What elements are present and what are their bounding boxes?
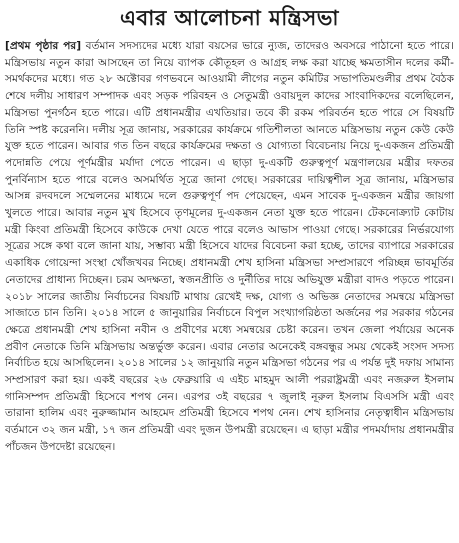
article-paragraph: [5, 38, 454, 456]
article-body-text: বর্তমান সদস্যদের মধ্যে যারা বয়সের ভারে ন্যুজ, তাদেরও অবসরে পাঠানো হতে পারে। মন্ত্রিসভায় নতুন কারা আসছেন তা নিয়ে ব্যাপক কৌতূহল ও আগ্রহ লক্ষ করা যাচ্ছে ক্ষমতাসীন দলের কর্মী-সমর্থকদের মধ্যে। গত ২৮ অক্টোবর গণভবনে আওয়ামী লীগের নতুন কমিটির সভাপতিমণ্ডলীর প্রথম বৈঠক শেষে দলীয় সাধারণ সম্পাদক এবং সড়ক পরিবহন ও সেতুমন্ত্রী ওবায়দুল কাদের সাংবাদিকদের বলেছিলেন, মন্ত্রিসভা পুনর্গঠন হতে পারে। এটি প্রধানমন্ত্রীর এখতিয়ার। তবে কী রকম পরিবর্তন হতে পারে সে বিষয়টি তিনি স্পষ্ট করেননি। দলীয় সূত্র জানায়, সরকারের কার্যক্রমে গতিশীলতা আনতে মন্ত্রিসভায় নতুন কেউ কেউ যুক্ত হতে পারেন। আবার গত তিন বছরে কার্যক্রমের দক্ষতা ও যোগ্যতা বিবেচনায় নিয়ে দু-একজন প্রতিমন্ত্রী পদোন্নতি পেয়ে পূর্ণমন্ত্রীর মর্যাদা পেতে পারেন। এ ছাড়া দু-একটি গুরুত্বপূর্ণ মন্ত্রণালয়ের মন্ত্রীর দফতর পুনর্বিন্যাস হতে পারে বলেও অসমর্থিত সূত্রে জানা গেছে। সরকারের দায়িত্বশীল সূত্র জানায়, মন্ত্রিসভার আসন্ন রদবদলে সম্মেলনের মাধ্যমে দলে গুরুত্বপূর্ণ পদ পেয়েছেন, এমন সাবেক দু-একজন মন্ত্রীর জায়গা খুলতে পারে। আবার নতুন মুখ হিসেবে তৃণমূলের দু-একজন নেতা যুক্ত হতে পারেন। টেকনোক্র্যাট কোটায় মন্ত্রী কিংবা প্রতিমন্ত্রী হিসেবে কাউকে দেখা যেতে পারে বলেও আভাস পাওয়া গেছে। সরকারের নির্ভরযোগ্য সূত্রের সঙ্গে কথা বলে জানা যায়, সম্ভাব্য মন্ত্রী হিসেবে যাদের বিবেচনা করা হচ্ছে, তাদের ব্যাপারে সরকারের একাধিক গোয়েন্দা সংস্থা খোঁজখবর নিচ্ছে। প্রধানমন্ত্রী শেখ হাসিনা মন্ত্রিসভা সম্প্রসারণে পরিচ্ছন্ন ভাবমূর্তির নেতাদের প্রাধান্য দিচ্ছেন। চরম অদক্ষতা, স্বজনপ্রীতি ও দুর্নীতির দায়ে অভিযুক্ত মন্ত্রীরা বাদও পড়তে পারেন। ২০১৮ সালের জাতীয় নির্বাচনের বিষয়টি মাথায় রেখেই দক্ষ, যোগ্য ও অভিজ্ঞ নেতাদের সমন্বয়ে মন্ত্রিসভা সাজাতে চান তিনি। ২০১৪ সালে ৫ জানুয়ারির নির্বাচনে বিপুল সংখ্যাগরিষ্ঠতা অর্জনের পর সরকার গঠনের ক্ষেত্রে প্রধানমন্ত্রী শেখ হাসিনা নবীন ও প্রবীণের মধ্যে সমন্বয়ের চেষ্টা করেন। তখন জেলা পর্যায়ের অনেক প্রবীণ নেতাকে তিনি মন্ত্রিসভায় অন্তর্ভুক্ত করেন। এবার নেতার অনেকেই বঙ্গবন্ধুর সময় থেকেই সংসদ সদস্য নির্বাচিত হয়ে আসছিলেন। ২০১৪ সালের ১২ জানুয়ারি নতুন মন্ত্রিসভা গঠনের পর এ পর্যন্ত দুই দফায় সামান্য সম্প্রসারণ করা হয়। একই বছরের ২৬ ফেব্রুয়ারি এ এইচ মাহমুদ আলী পররাষ্ট্রমন্ত্রী এবং নজরুল ইসলাম গানিসম্পদ প্রতিমন্ত্রী হিসেবে শপথ নেন। এরপর ৩ই বছরের ৭ জুলাই নূরুল ইসলাম বিএসসি মন্ত্রী এবং তারানা হালিম এবং নুরুজ্জামান আহমেদ প্রতিমন্ত্রী হিসেবে শপথ নেন। শেখ হাসিনার নেতৃত্বাধীন মন্ত্রিসভায় বর্তমানে ৩২ জন মন্ত্রী, ১৭ জন প্রতিমন্ত্রী এবং দুজন উপমন্ত্রী রয়েছেন। এ ছাড়া মন্ত্রীর পদমর্যাদায় প্রধানমন্ত্রীর পাঁচজন উপদেষ্টা রয়েছেন।: [5, 40, 455, 453]
article-headline: এবার আলোচনা মন্ত্রিসভা: [120, 5, 339, 30]
continuation-tag: [প্রথম পৃষ্ঠার পর]: [5, 40, 82, 52]
article-body: [5, 38, 454, 456]
